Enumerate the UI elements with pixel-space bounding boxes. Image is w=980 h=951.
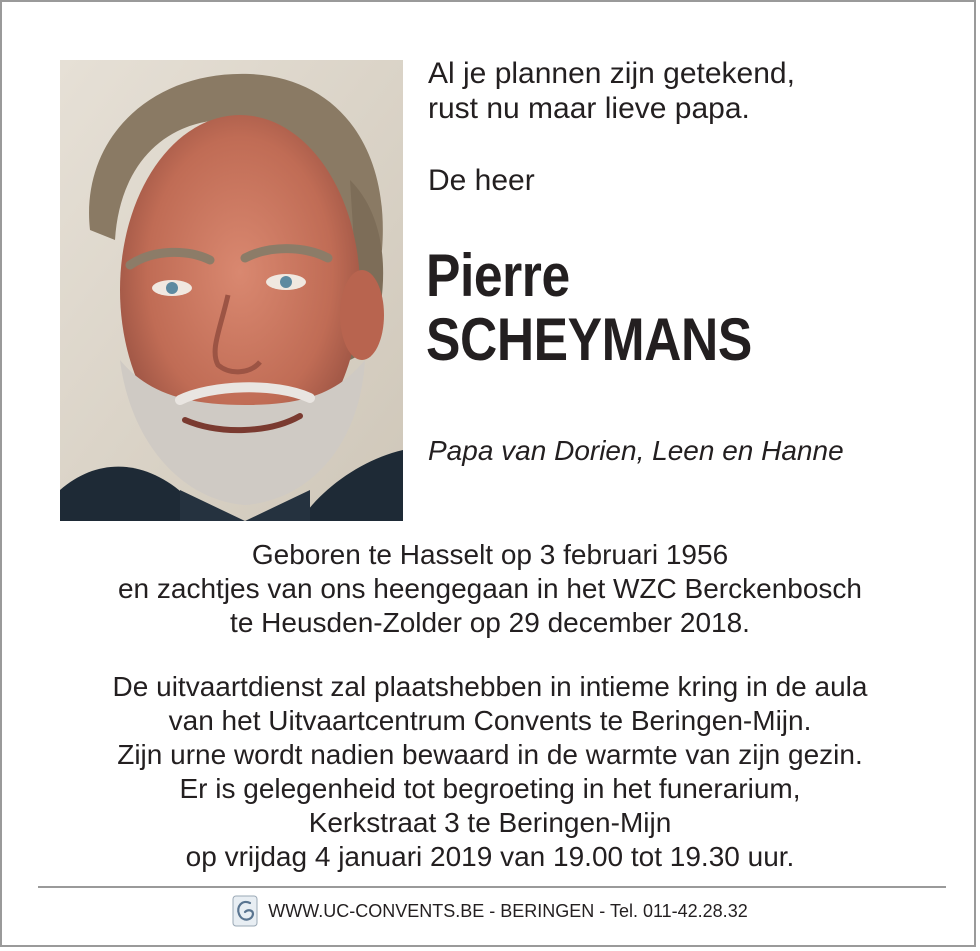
verse	[428, 56, 795, 126]
footer	[2, 895, 978, 927]
birth-death-info	[2, 538, 978, 640]
footer-text: WWW.UC-CONVENTS.BE - BERINGEN - Tel. 011-42.28.32	[268, 901, 748, 921]
verse-line: rust nu maar lieve papa.	[428, 92, 750, 125]
info-line: van het Uitvaartcentrum Convents te Beringen-Mijn.	[168, 705, 812, 736]
info-line: Zijn urne wordt nadien bewaard in de warmte van zijn gezin.	[117, 739, 863, 770]
convents-logo-icon	[232, 895, 258, 927]
honorific: De heer	[428, 164, 535, 197]
info-line: De uitvaartdienst zal plaatshebben in intieme kring in de aula	[112, 671, 868, 702]
info-line: Er is gelegenheid tot begroeting in het funerarium,	[179, 773, 801, 804]
ceremony-info	[2, 670, 978, 874]
deceased-name	[426, 244, 752, 372]
info-line: Kerkstraat 3 te Beringen-Mijn	[308, 807, 672, 838]
relation-line: Papa van Dorien, Leen en Hanne	[428, 435, 844, 466]
divider	[38, 886, 946, 888]
first-name: Pierre	[426, 242, 570, 309]
info-line: op vrijdag 4 januari 2019 van 19.00 tot 19.30 uur.	[185, 841, 795, 872]
last-name: SCHEYMANS	[426, 306, 752, 373]
info-line: en zachtjes van ons heengegaan in het WZC Berckenbosch	[117, 573, 862, 604]
portrait-photo	[60, 60, 403, 521]
verse-line: Al je plannen zijn getekend,	[428, 57, 795, 90]
info-line: Geboren te Hasselt op 3 februari 1956	[251, 539, 729, 570]
info-line: te Heusden-Zolder op 29 december 2018.	[230, 607, 750, 638]
